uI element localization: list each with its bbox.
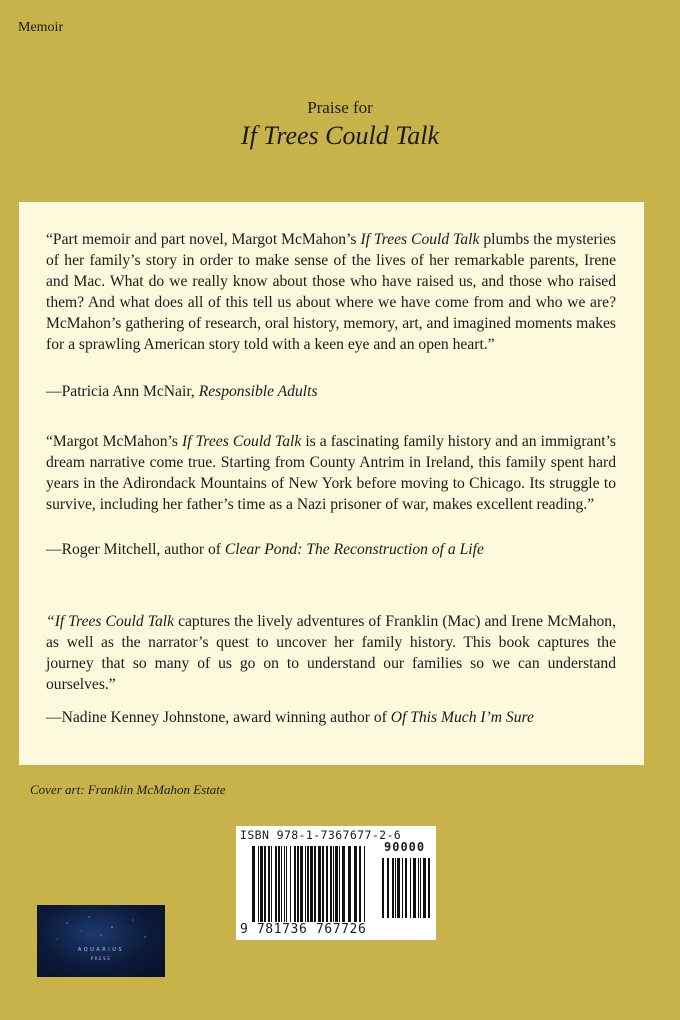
book-title: If Trees Could Talk: [240, 121, 440, 150]
attribution-1: [46, 381, 626, 402]
quote-1-book-title: If Trees Could Talk: [360, 231, 480, 248]
barcode-bar: [258, 846, 259, 922]
barcode-bar: [413, 858, 416, 918]
barcode-bar: [310, 846, 313, 922]
barcode-bar: [395, 858, 396, 918]
barcode-bar: [300, 846, 303, 922]
barcode-bar: [392, 858, 394, 918]
barcode-bar: [382, 858, 384, 918]
barcode-bar: [297, 846, 299, 922]
barcode-bar: [286, 846, 287, 922]
quote-3-book-title: If Trees Could Talk: [54, 613, 175, 630]
quote-1-text-start: “Part memoir and part novel, Margot McMahon’s: [46, 231, 361, 248]
cover-art-credit: Cover art: Franklin McMahon Estate: [30, 782, 226, 797]
quote-1: [46, 229, 616, 355]
barcode-bar: [284, 846, 285, 922]
barcode-bar: [281, 846, 282, 922]
barcode-bar: [387, 858, 389, 918]
quote-2-text-start: “Margot McMahon’s: [46, 433, 182, 450]
attribution-2-author: —Roger Mitchell, author of: [46, 541, 225, 558]
barcode-bar: [305, 846, 306, 922]
barcode-bar: [330, 846, 332, 922]
praise-panel: [19, 202, 644, 765]
barcode-bar: [333, 846, 334, 922]
quote-1-text-end: plumbs the mysteries of her family’s story in order to make sense of the lives of her remarkable parents, Irene and Mac. What do we really know about those who have raised us, and those who raised them? And what does all of this tell us about where we have come from and who we are? McMahon’s gathering of research, oral history, memory, art, and imagined moments makes for a sprawling American story told with a keen eye and an open heart.”: [46, 231, 616, 353]
barcode-bar: [294, 846, 296, 922]
attribution-1-author: —Patricia Ann McNair,: [46, 383, 199, 400]
genre-label: Memoir: [18, 20, 64, 35]
barcode-bar: [364, 846, 365, 922]
barcode-bar: [354, 846, 357, 922]
attribution-3-work: Of This Much I’m Sure: [390, 709, 534, 726]
attribution-3: [46, 707, 626, 728]
praise-heading: Praise for: [307, 98, 373, 117]
barcode-bar: [428, 858, 430, 918]
quote-2-text-end: is a fascinating family history and an immigrant’s dream narrative come true. Starting from County Antrim in Ireland, this family spent hard years in the Adirondack Mountains of New York before moving to Chicago. Its struggle to survive, including her father’s time as a Nazi prisoner of war, makes excellent reading.”: [46, 433, 616, 513]
publisher-name: AQUARIUS: [77, 947, 125, 953]
barcode-bar: [252, 846, 255, 922]
barcode-bar: [264, 846, 266, 922]
barcode-bar: [278, 846, 280, 922]
barcode-bar: [326, 846, 328, 922]
barcode-bar: [339, 846, 340, 922]
publisher-sub: PRESS: [90, 956, 112, 961]
quote-2: [46, 431, 616, 515]
barcode-bar: [410, 858, 411, 918]
quote-3: [46, 611, 616, 695]
barcode-bar: [318, 846, 321, 922]
barcode-bar: [335, 846, 338, 922]
barcode-bar: [402, 858, 403, 918]
barcode-bar: [322, 846, 324, 922]
barcode-bar: [359, 846, 361, 922]
attribution-2-work: Clear Pond: The Reconstruction of a Life: [224, 541, 484, 558]
barcode-bar: [348, 846, 351, 922]
attribution-2: [46, 539, 626, 560]
barcode-bar: [271, 846, 272, 922]
barcode-bar: [405, 858, 407, 918]
barcode-bar: [314, 846, 316, 922]
isbn-barcode: [236, 826, 436, 940]
barcode-bar: [268, 846, 270, 922]
barcode-bar: [290, 846, 291, 922]
barcode-bar: [420, 858, 421, 918]
barcode-bar: [423, 858, 426, 918]
price-code: 90000: [384, 840, 426, 854]
barcode-bar: [342, 846, 345, 922]
barcode-bar: [260, 846, 263, 922]
publisher-logo: [37, 905, 165, 977]
barcode-bar: [275, 846, 277, 922]
constellation-icon: [37, 905, 165, 977]
ean-digits: 9 781736 767726: [240, 922, 367, 937]
barcode-bar: [397, 858, 400, 918]
attribution-1-work: Responsible Adults: [198, 383, 318, 400]
attribution-3-author: —Nadine Kenney Johnstone, award winning author of: [46, 709, 391, 726]
barcode-bar: [307, 846, 309, 922]
isbn-label: ISBN 978-1-7367677-2-6: [240, 828, 402, 842]
quote-3-text-end: captures the lively adventures of Franklin (Mac) and Irene McMahon, as well as the narrator’s quest to uncover her family history. This book captures the journey that so many of us go on to understand our families so we can understand ourselves.”: [46, 613, 616, 693]
quote-3-open-mark: “: [46, 613, 55, 630]
quote-2-book-title: If Trees Could Talk: [182, 433, 302, 450]
barcode-bar: [418, 858, 419, 918]
